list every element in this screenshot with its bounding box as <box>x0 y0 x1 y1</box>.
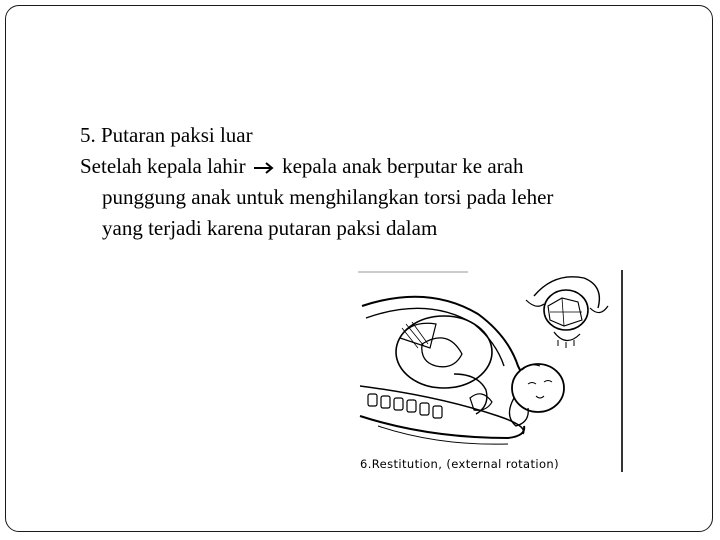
body-line-3: yang terjadi karena putaran paksi dalam <box>102 216 438 240</box>
birth-diagram-svg <box>358 266 628 476</box>
right-arrow-icon <box>253 161 275 175</box>
restitution-illustration <box>358 266 628 476</box>
body-line-2: punggung anak untuk menghilangkan torsi pada leher <box>102 185 554 209</box>
body-line-1-end: kepala anak berputar ke arah <box>282 154 524 178</box>
body-line-1 <box>80 151 680 182</box>
figure-caption: 6.Restitution, (external rotation) <box>360 457 559 471</box>
slide-heading: 5. Putaran paksi luar <box>80 123 253 147</box>
slide-body <box>80 120 680 244</box>
body-line-1-start: Setelah kepala lahir <box>80 154 246 178</box>
